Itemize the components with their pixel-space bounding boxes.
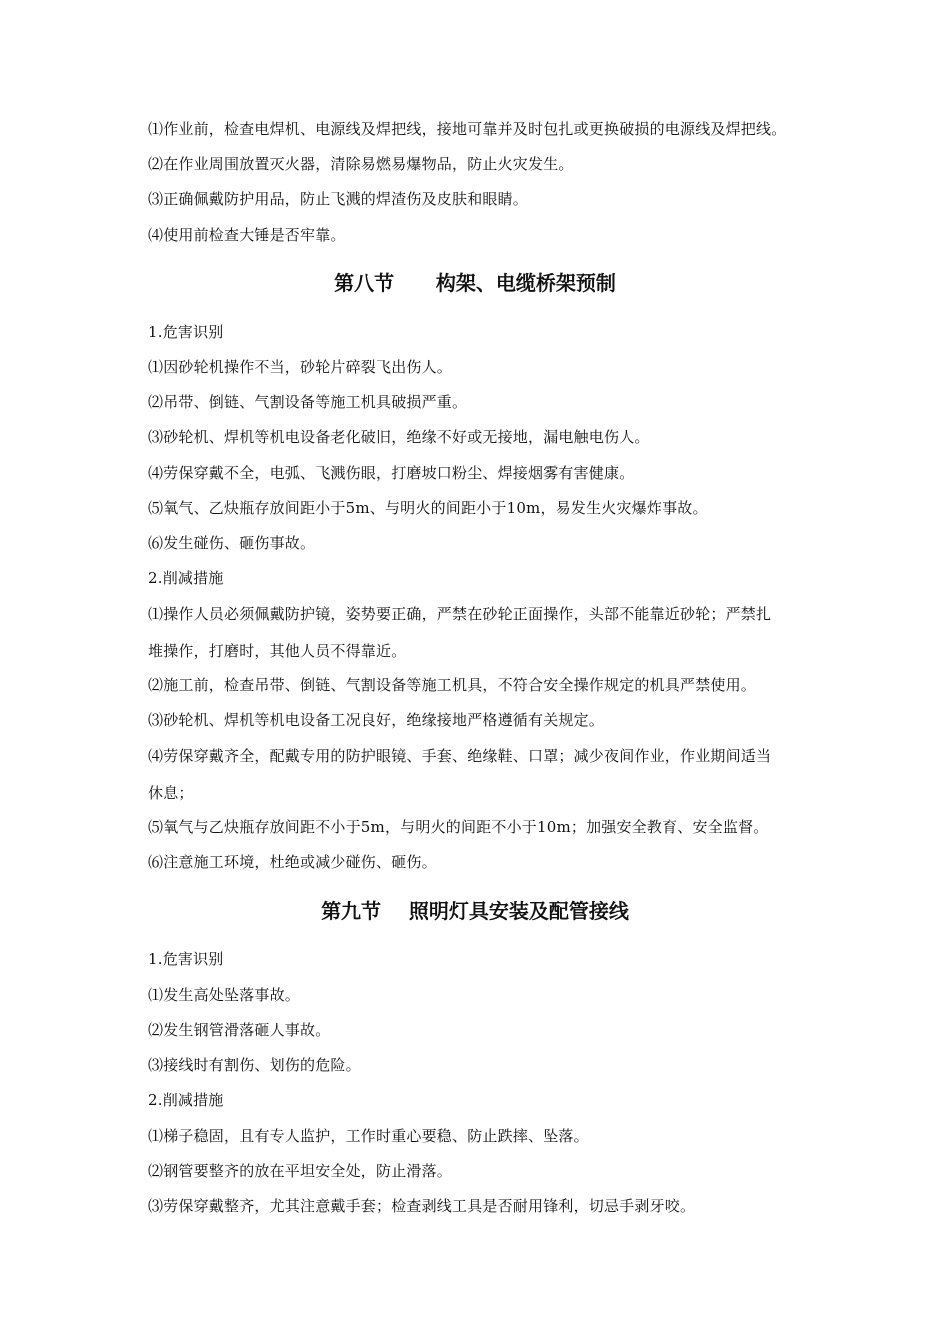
measure-item: ⑵钢管要整齐的放在平坦安全处，防止滑落。 — [148, 1162, 453, 1180]
measure-item: ⑶劳保穿戴整齐，尤其注意戴手套；检查剥线工具是否耐用锋利，切忌手剥牙咬。 — [148, 1197, 696, 1215]
measure-item: ⑶砂轮机、焊机等机电设备工况良好，绝缘接地严格遵循有关规定。 — [148, 711, 605, 729]
hazard-item: ⑵吊带、倒链、气割设备等施工机具破损严重。 — [148, 393, 468, 411]
measure-item: ⑸氧气与乙炔瓶存放间距不小于5m，与明火的间距不小于10m；加强安全教育、安全监督。 — [148, 818, 769, 836]
measure-item: ⑴操作人员必须佩戴防护镜，姿势要正确，严禁在砂轮正面操作，头部不能靠近砂轮；严禁扎 — [148, 605, 772, 623]
subheading-measures: 2.削减措施 — [148, 1091, 224, 1109]
measure-item: ⑵施工前，检查吊带、倒链、气割设备等施工机具，不符合安全操作规定的机具严禁使用。 — [148, 676, 757, 694]
hazard-item: ⑹发生碰伤、砸伤事故。 — [148, 534, 316, 552]
measure-item-continued: 休息； — [148, 784, 194, 802]
measure-item: ⑴梯子稳固，且有专人监护，工作时重心要稳、防止跌摔、坠落。 — [148, 1127, 589, 1145]
section-8-heading: 第八节 构架、电缆桥架预制 — [334, 271, 616, 295]
measure-item: ⑹注意施工环境，杜绝或减少碰伤、砸伤。 — [148, 853, 437, 871]
hazard-item: ⑴发生高处坠落事故。 — [148, 986, 301, 1004]
paragraph-line: ⑷使用前检查大锤是否牢靠。 — [148, 226, 346, 244]
measure-item-continued: 堆操作，打磨时，其他人员不得靠近。 — [148, 642, 407, 660]
paragraph-line: ⑵在作业周围放置灭火器，清除易燃易爆物品，防止火灾发生。 — [148, 155, 574, 173]
subheading-hazard: 1.危害识别 — [148, 950, 224, 968]
hazard-item: ⑴因砂轮机操作不当，砂轮片碎裂飞出伤人。 — [148, 358, 453, 376]
subheading-hazard: 1.危害识别 — [148, 323, 224, 341]
subheading-measures: 2.削减措施 — [148, 569, 224, 587]
hazard-item: ⑵发生钢管滑落砸人事故。 — [148, 1021, 331, 1039]
section-9-heading: 第九节 照明灯具安装及配管接线 — [321, 899, 629, 923]
hazard-item: ⑸氧气、乙炔瓶存放间距小于5m、与明火的间距小于10m，易发生火灾爆炸事故。 — [148, 499, 708, 517]
paragraph-line: ⑴作业前，检查电焊机、电源线及焊把线，接地可靠并及时包扎或更换破损的电源线及焊把线。 — [148, 120, 787, 138]
measure-item: ⑷劳保穿戴齐全，配戴专用的防护眼镜、手套、绝缘鞋、口罩；减少夜间作业，作业期间适当 — [148, 747, 772, 765]
hazard-item: ⑷劳保穿戴不全，电弧、飞溅伤眼，打磨坡口粉尘、焊接烟雾有害健康。 — [148, 464, 635, 482]
hazard-item: ⑶接线时有割伤、划伤的危险。 — [148, 1056, 361, 1074]
hazard-item: ⑶砂轮机、焊机等机电设备老化破旧，绝缘不好或无接地，漏电触电伤人。 — [148, 428, 650, 446]
paragraph-line: ⑶正确佩戴防护用品，防止飞溅的焊渣伤及皮肤和眼睛。 — [148, 190, 529, 208]
